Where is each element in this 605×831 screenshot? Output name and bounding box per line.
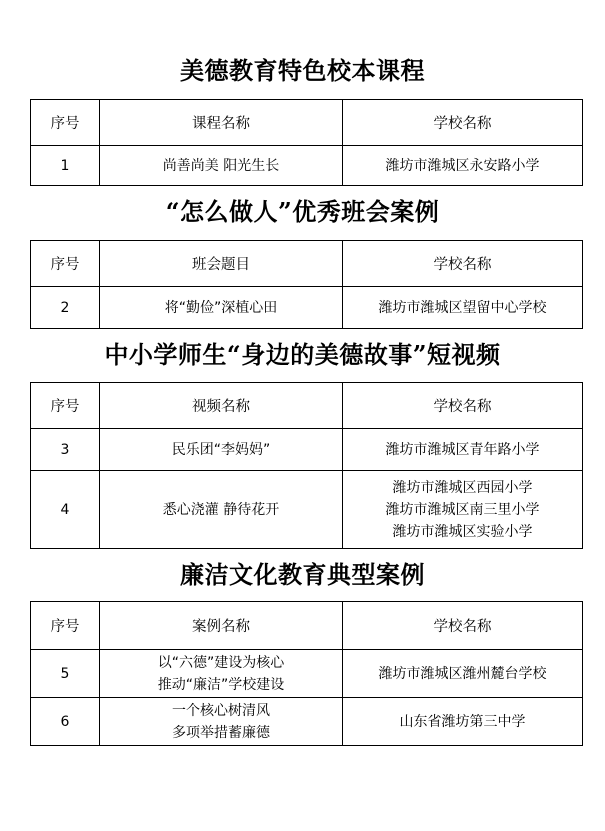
section-title-course: 美德教育特色校本课程 [180,56,425,85]
cell-line: 潍坊市潍城区南三里小学 [385,501,540,518]
cell-line: 潍坊市潍城区实验小学 [392,523,533,540]
table-row [31,698,583,746]
course-table [30,99,583,186]
cell-school [343,650,583,698]
cell-line: 民乐团“李妈妈” [171,441,271,458]
cell-name [100,698,343,746]
cell-name [100,471,343,549]
header-school: 学校名称 [343,241,583,287]
cell-name [100,287,343,329]
class-meeting-table [30,240,583,329]
cell-seq: 3 [31,429,100,471]
table-header-row [31,383,583,429]
cell-seq: 1 [31,146,100,186]
table-row [31,146,583,186]
cell-line: 潍坊市潍城区永安路小学 [385,157,540,174]
table-row [31,429,583,471]
cell-line: 潍坊市潍城区望留中心学校 [378,299,547,316]
section-title-class-meeting: “怎么做人”优秀班会案例 [165,197,440,226]
cell-line: 多项举措蓄廉德 [172,724,270,741]
header-seq: 序号 [31,100,100,146]
cell-seq: 2 [31,287,100,329]
cell-name [100,429,343,471]
table-header-row [31,602,583,650]
cell-line: 一个核心树清风 [172,702,270,719]
cell-school [343,471,583,549]
cell-line: 以“六德”建设为核心 [157,654,285,671]
cell-seq: 5 [31,650,100,698]
short-video-table [30,382,583,549]
cell-line: 推动“廉洁”学校建设 [157,676,285,693]
section-title-integrity: 廉洁文化教育典型案例 [180,560,425,589]
header-name: 课程名称 [100,100,343,146]
table-header-row [31,100,583,146]
header-seq: 序号 [31,602,100,650]
header-school: 学校名称 [343,100,583,146]
header-name: 案例名称 [100,602,343,650]
header-school: 学校名称 [343,602,583,650]
header-seq: 序号 [31,383,100,429]
cell-name [100,650,343,698]
cell-line: 悉心浇灌 静待花开 [162,501,280,518]
table-header-row [31,241,583,287]
section-title-short-video: 中小学师生“身边的美德故事”短视频 [104,340,501,369]
cell-line: 将“勤俭”深植心田 [164,299,278,316]
cell-line: 潍坊市潍城区潍州麓台学校 [378,665,547,682]
cell-school [343,287,583,329]
table-row [31,471,583,549]
cell-school [343,146,583,186]
cell-school [343,429,583,471]
header-name: 视频名称 [100,383,343,429]
cell-line: 山东省潍坊第三中学 [399,713,526,730]
cell-line: 尚善尚美 阳光生长 [162,157,280,174]
cell-seq: 4 [31,471,100,549]
header-name: 班会题目 [100,241,343,287]
table-row [31,650,583,698]
table-row [31,287,583,329]
cell-name [100,146,343,186]
cell-line: 潍坊市潍城区西园小学 [392,479,533,496]
cell-school [343,698,583,746]
header-school: 学校名称 [343,383,583,429]
cell-line: 潍坊市潍城区青年路小学 [385,441,540,458]
header-seq: 序号 [31,241,100,287]
cell-seq: 6 [31,698,100,746]
integrity-table [30,601,583,746]
